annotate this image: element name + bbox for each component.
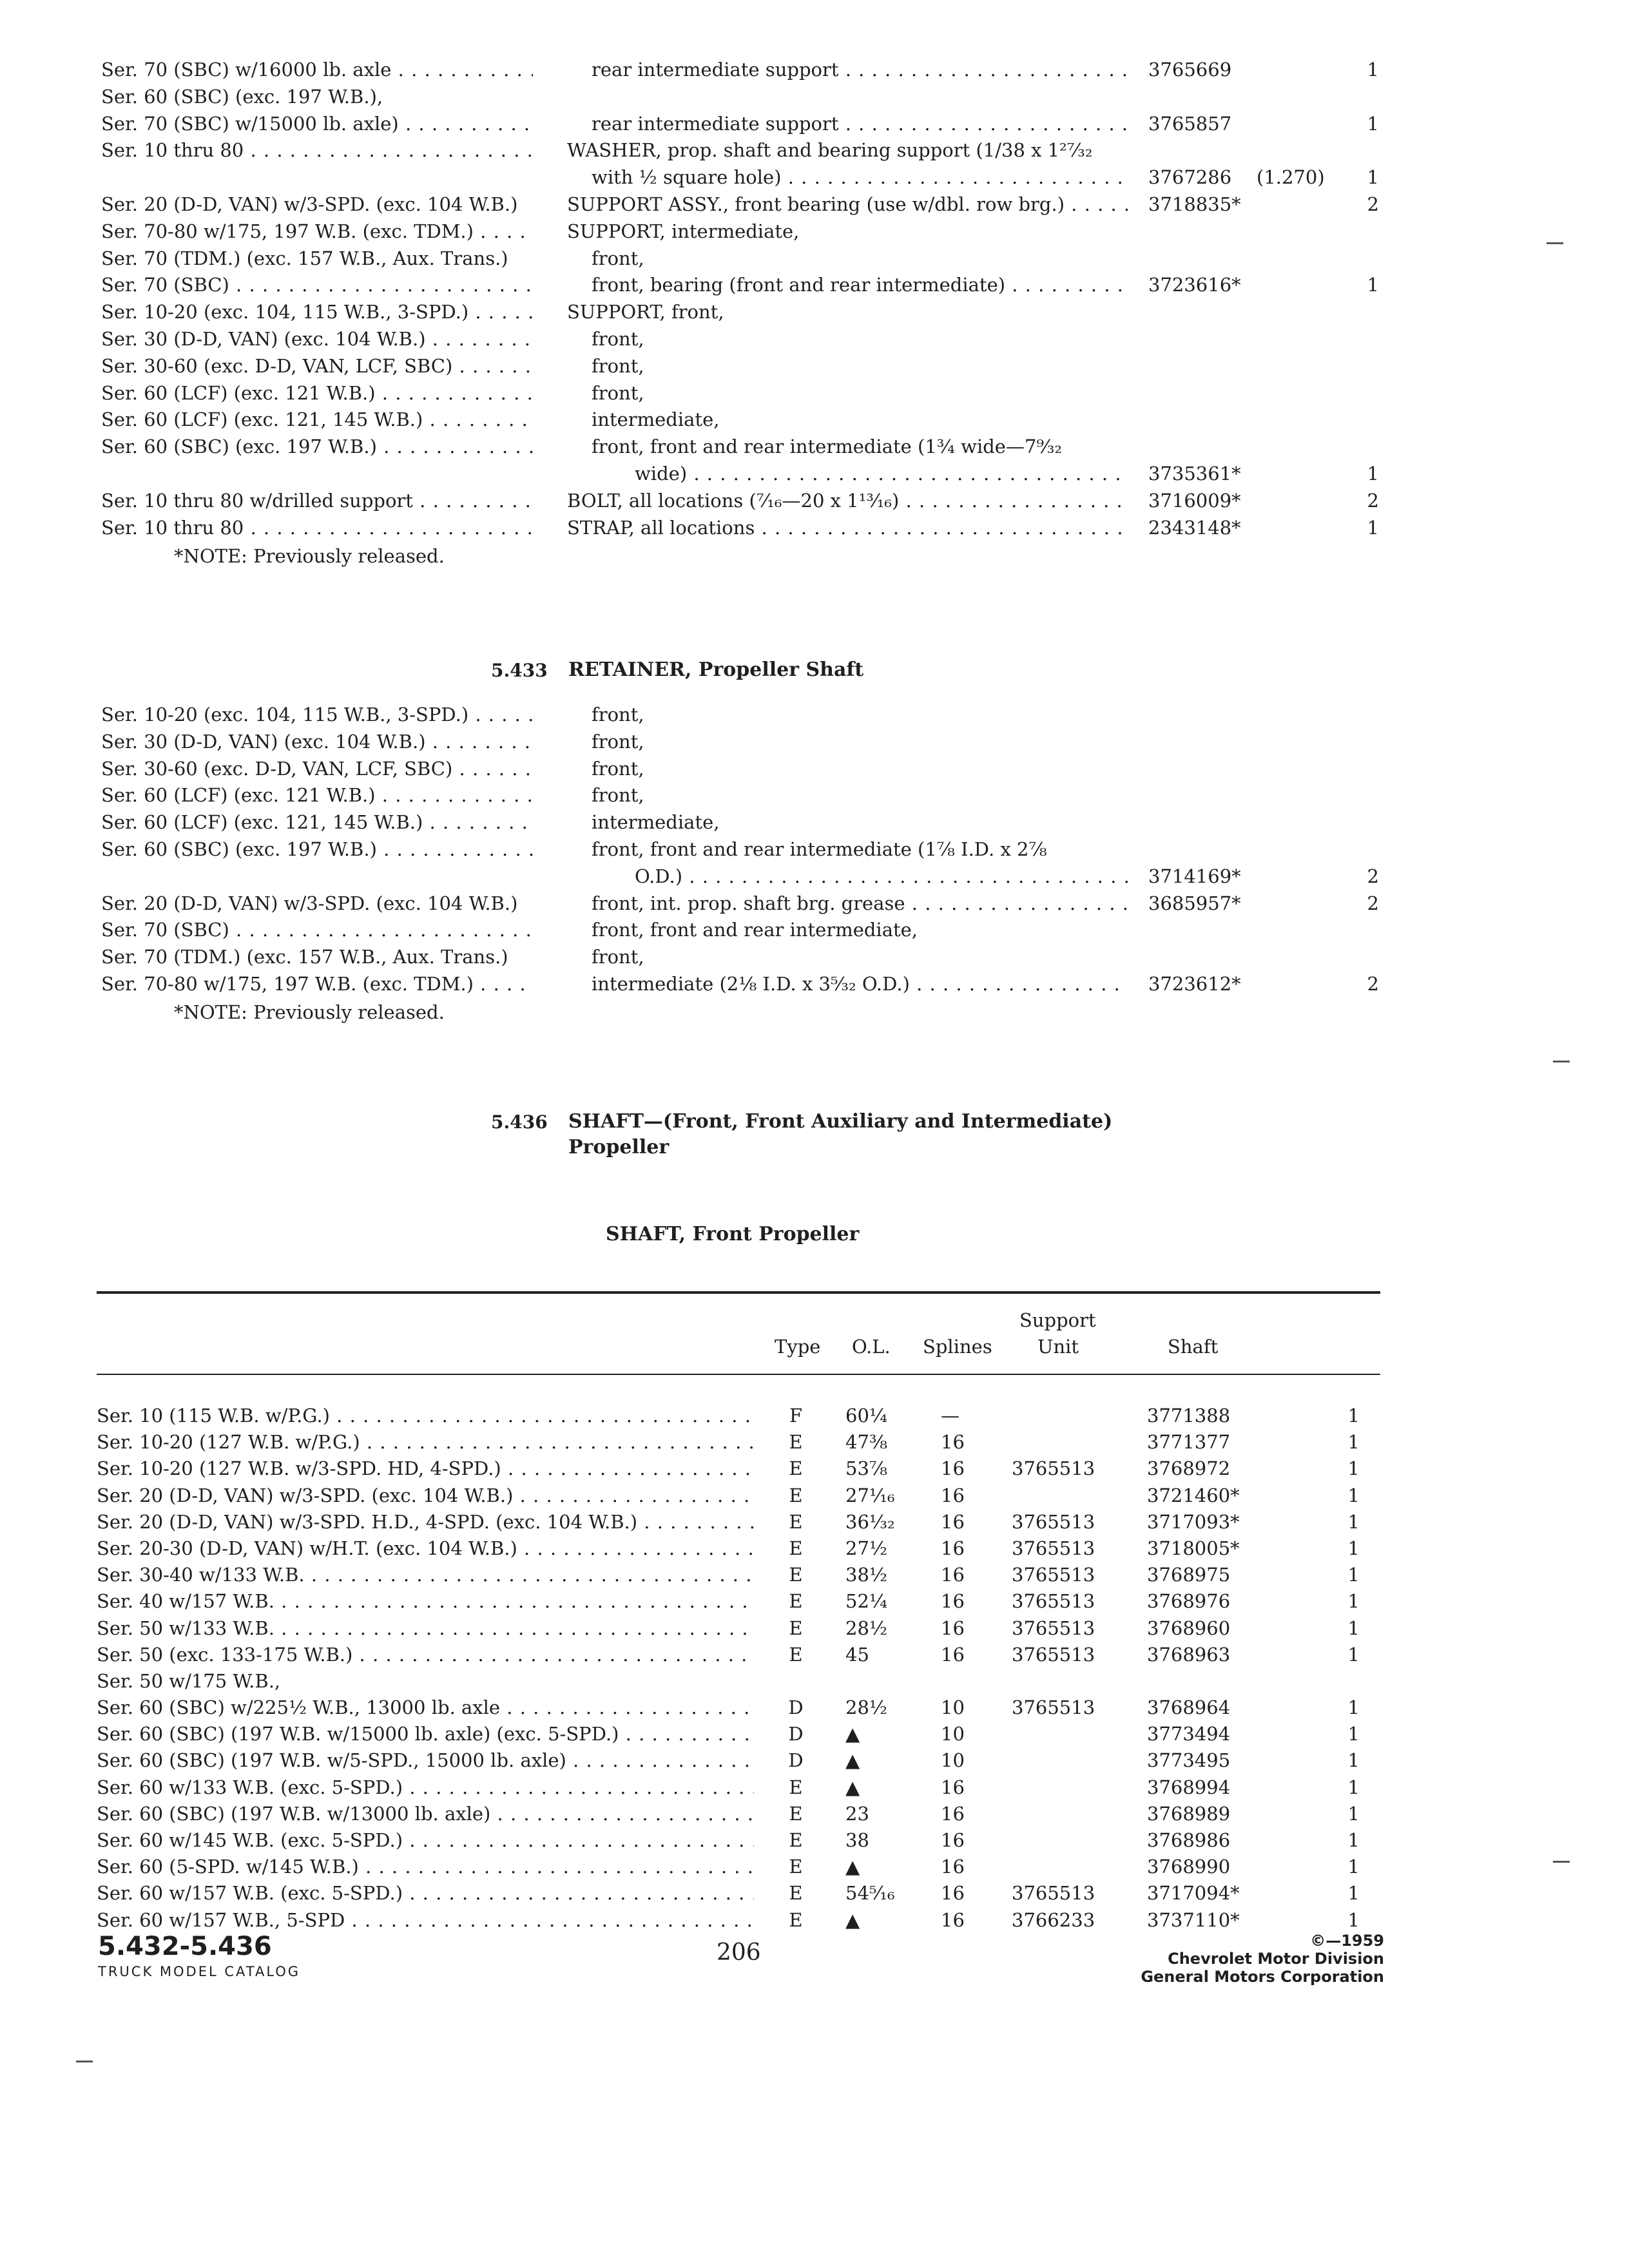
row-part-number: 3714169* <box>1148 865 1241 887</box>
cell-application: Ser. 60 (SBC) (197 W.B. w/13000 lb. axle) . . . <box>97 1801 754 1827</box>
row-part-number: 3767286 <box>1148 166 1232 189</box>
list-row <box>0 164 1629 191</box>
row-part-number: 3716009* <box>1148 489 1241 512</box>
row-description: front, <box>592 730 644 753</box>
row-application: Ser. 10 thru 80 w/drilled support . . . <box>101 488 533 515</box>
cell-overall-length: ▲ <box>845 1908 860 1931</box>
list-row <box>0 84 1629 111</box>
section-1-note: *NOTE: Previously released. <box>174 545 445 567</box>
cell-overall-length: 28½ <box>845 1696 888 1719</box>
row-description: SUPPORT ASSY., front bearing (use w/dbl. row brg.) . . . <box>567 191 1128 218</box>
row-description: wide) . . . <box>635 461 1128 488</box>
cell-type: E <box>789 1617 803 1639</box>
shaft-table-body <box>0 1403 1629 1934</box>
header-splines: Splines <box>923 1336 992 1358</box>
row-description: front, front and rear intermediate, <box>592 919 918 941</box>
cell-application: Ser. 20 (D-D, VAN) w/3-SPD. (exc. 104 W.B.) . . . <box>97 1483 754 1509</box>
row-description: with ½ square hole) . . . <box>592 164 1128 191</box>
page-number: 206 <box>717 1939 761 1966</box>
cell-type: E <box>789 1776 803 1798</box>
row-application: Ser. 70 (SBC) . . . <box>101 917 533 944</box>
cell-overall-length: 27¹⁄₁₆ <box>845 1484 895 1506</box>
table-row <box>0 1747 1629 1774</box>
cell-type: F <box>789 1405 803 1427</box>
cell-splines: 16 <box>941 1776 965 1798</box>
cell-splines: 16 <box>941 1802 965 1825</box>
row-application: Ser. 60 (LCF) (exc. 121, 145 W.B.) . . . <box>101 809 533 836</box>
row-application: Ser. 60 (LCF) (exc. 121 W.B.) . . . <box>101 782 533 809</box>
cell-quantity: 1 <box>1347 1856 1360 1878</box>
cell-application: Ser. 30-40 w/133 W.B. . . . <box>97 1562 754 1588</box>
table-row <box>0 1880 1629 1907</box>
row-description: intermediate, <box>592 408 720 431</box>
list-row <box>0 272 1629 299</box>
cell-support-unit: 3766233 <box>1012 1908 1095 1931</box>
cell-quantity: 1 <box>1347 1802 1360 1825</box>
cell-overall-length: 36¹⁄₃₂ <box>845 1510 895 1533</box>
cell-splines: 16 <box>941 1856 965 1878</box>
row-description: rear intermediate support . . . <box>592 111 1128 138</box>
cell-quantity: 1 <box>1347 1510 1360 1533</box>
row-application: Ser. 70 (TDM.) (exc. 157 W.B., Aux. Trans.) <box>101 247 508 269</box>
cell-quantity: 1 <box>1347 1484 1360 1506</box>
cell-type: E <box>789 1856 803 1878</box>
cell-shaft-number: 3768986 <box>1147 1829 1231 1851</box>
header-support-line-1: Support <box>1019 1309 1096 1331</box>
list-row <box>0 729 1629 756</box>
row-application: Ser. 60 (LCF) (exc. 121, 145 W.B.) . . . <box>101 407 533 434</box>
row-quantity: 1 <box>1367 59 1379 81</box>
list-row <box>0 890 1629 918</box>
table-row <box>0 1483 1629 1509</box>
margin-mark <box>1547 242 1563 244</box>
margin-mark <box>1553 1061 1570 1062</box>
row-description: intermediate, <box>592 811 720 834</box>
cell-shaft-number: 3768994 <box>1147 1776 1231 1798</box>
row-application: Ser. 20 (D-D, VAN) w/3-SPD. (exc. 104 W.B.) <box>101 892 518 914</box>
list-row <box>0 434 1629 461</box>
cell-splines: 16 <box>941 1829 965 1851</box>
cell-support-unit: 3765513 <box>1012 1510 1095 1533</box>
cell-application: Ser. 60 (5-SPD. w/145 W.B.) . . . <box>97 1854 754 1880</box>
row-description: front, <box>592 354 644 377</box>
cell-application: Ser. 60 (SBC) (197 W.B. w/5-SPD., 15000 lb. axle) . . . <box>97 1747 754 1774</box>
cell-quantity: 1 <box>1347 1590 1360 1613</box>
header-support-line-2: Unit <box>1037 1336 1079 1358</box>
row-application: Ser. 30 (D-D, VAN) (exc. 104 W.B.) . . . <box>101 326 533 353</box>
list-row <box>0 971 1629 998</box>
row-part-number: 2343148* <box>1148 516 1241 539</box>
footer-division: Chevrolet Motor Division <box>1168 1950 1384 1968</box>
cell-shaft-number: 3768990 <box>1147 1856 1231 1878</box>
cell-overall-length: ▲ <box>845 1749 860 1772</box>
table-row <box>0 1642 1629 1668</box>
cell-splines: 10 <box>941 1696 965 1719</box>
cell-splines: 16 <box>941 1643 965 1666</box>
row-application: Ser. 10-20 (exc. 104, 115 W.B., 3-SPD.) . . . <box>101 299 533 326</box>
cell-overall-length: ▲ <box>845 1723 860 1745</box>
cell-splines: 16 <box>941 1908 965 1931</box>
table-row <box>0 1827 1629 1854</box>
cell-shaft-number: 3771388 <box>1147 1405 1231 1427</box>
cell-overall-length: 38½ <box>845 1564 888 1586</box>
row-description: rear intermediate support . . . <box>592 57 1128 84</box>
cell-shaft-number: 3768963 <box>1147 1643 1231 1666</box>
cell-type: E <box>789 1908 803 1931</box>
table-row <box>0 1509 1629 1535</box>
section-retainer-listing <box>0 702 1629 998</box>
cell-quantity: 1 <box>1347 1405 1360 1427</box>
cell-application: Ser. 50 w/133 W.B. . . . <box>97 1615 754 1642</box>
cell-application: Ser. 60 w/133 W.B. (exc. 5-SPD.) . . . <box>97 1774 754 1801</box>
cell-support-unit: 3765513 <box>1012 1617 1095 1639</box>
cell-type: E <box>789 1829 803 1851</box>
cell-splines: 16 <box>941 1431 965 1454</box>
cell-shaft-number: 3768960 <box>1147 1617 1231 1639</box>
cell-shaft-number: 3768975 <box>1147 1564 1231 1586</box>
section-3-title-line-2: Propeller <box>568 1136 670 1158</box>
row-application: Ser. 70 (SBC) w/16000 lb. axle . . . <box>101 57 533 84</box>
row-quantity: 1 <box>1367 112 1379 135</box>
cell-quantity: 1 <box>1347 1696 1360 1719</box>
cell-shaft-number: 3768964 <box>1147 1696 1231 1719</box>
cell-application: Ser. 60 w/157 W.B. (exc. 5-SPD.) . . . <box>97 1880 754 1907</box>
cell-quantity: 1 <box>1347 1617 1360 1639</box>
cell-type: E <box>789 1510 803 1533</box>
list-row <box>0 488 1629 515</box>
cell-application: Ser. 60 (SBC) w/225½ W.B., 13000 lb. axle . . . <box>97 1695 754 1721</box>
cell-overall-length: 47⅜ <box>845 1431 888 1454</box>
row-description: BOLT, all locations (⁷⁄₁₆—20 x 1¹³⁄₁₆) . . . <box>567 488 1128 515</box>
cell-shaft-number: 3768989 <box>1147 1802 1231 1825</box>
cell-type: E <box>789 1537 803 1559</box>
cell-application: Ser. 50 (exc. 133-175 W.B.) . . . <box>97 1642 754 1668</box>
cell-quantity: 1 <box>1347 1749 1360 1772</box>
section-3-title-line-1: SHAFT—(Front, Front Auxiliary and Intermediate) <box>568 1110 1113 1133</box>
row-application: Ser. 70-80 w/175, 197 W.B. (exc. TDM.) . . . <box>101 971 533 998</box>
row-application: Ser. 70 (SBC) . . . <box>101 272 533 299</box>
footer-publisher <box>1141 1932 1384 1986</box>
cell-quantity: 1 <box>1347 1537 1360 1559</box>
table-row <box>0 1801 1629 1827</box>
row-application: Ser. 30-60 (exc. D-D, VAN, LCF, SBC) . . . <box>101 353 533 380</box>
row-part-number: 3735361* <box>1148 462 1241 485</box>
cell-splines: 10 <box>941 1723 965 1745</box>
list-row <box>0 299 1629 326</box>
table-row <box>0 1774 1629 1801</box>
list-row <box>0 515 1629 542</box>
cell-application: Ser. 10-20 (127 W.B. w/P.G.) . . . <box>97 1429 754 1456</box>
row-quantity: 2 <box>1367 972 1379 995</box>
cell-overall-length: 38 <box>845 1829 869 1851</box>
cell-splines: 16 <box>941 1537 965 1559</box>
cell-shaft-number: 3717093* <box>1147 1510 1240 1533</box>
row-description: front, <box>592 381 644 404</box>
cell-shaft-number: 3773494 <box>1147 1723 1231 1745</box>
row-description: front, <box>592 757 644 780</box>
row-quantity: 2 <box>1367 892 1379 914</box>
cell-type: E <box>789 1643 803 1666</box>
table-row <box>0 1668 1629 1695</box>
cell-splines: 16 <box>941 1564 965 1586</box>
table-row <box>0 1721 1629 1747</box>
cell-application: Ser. 50 w/175 W.B., <box>97 1669 281 1692</box>
cell-application: Ser. 60 (SBC) (197 W.B. w/15000 lb. axle) (exc. 5-SPD.) . . . <box>97 1721 754 1747</box>
row-quantity: 1 <box>1367 462 1379 485</box>
margin-mark <box>1553 1861 1570 1863</box>
list-row <box>0 380 1629 407</box>
cell-quantity: 1 <box>1347 1643 1360 1666</box>
row-description: front, bearing (front and rear intermediate) . . . <box>592 272 1128 299</box>
cell-overall-length: 52¼ <box>845 1590 888 1613</box>
row-quantity: 1 <box>1367 166 1379 189</box>
cell-overall-length: ▲ <box>845 1776 860 1798</box>
list-row <box>0 57 1629 84</box>
cell-support-unit: 3765513 <box>1012 1882 1095 1905</box>
row-quantity: 1 <box>1367 274 1379 296</box>
row-dimension: (1.270) <box>1257 166 1325 189</box>
cell-type: D <box>788 1696 804 1719</box>
cell-support-unit: 3765513 <box>1012 1537 1095 1559</box>
row-part-number: 3718835* <box>1148 193 1241 215</box>
row-application: Ser. 30-60 (exc. D-D, VAN, LCF, SBC) . . . <box>101 756 533 783</box>
cell-type: E <box>789 1431 803 1454</box>
row-part-number: 3765857 <box>1148 112 1232 135</box>
cell-application: Ser. 10-20 (127 W.B. w/3-SPD. HD, 4-SPD.) . . . <box>97 1456 754 1482</box>
cell-splines: 16 <box>941 1510 965 1533</box>
cell-quantity: 1 <box>1347 1908 1360 1931</box>
row-description: front, front and rear intermediate (1⅞ I.D. x 2⅞ <box>592 838 1047 860</box>
table-row <box>0 1588 1629 1615</box>
table-header-rule <box>97 1374 1380 1375</box>
cell-splines: — <box>941 1405 959 1427</box>
cell-type: D <box>788 1723 804 1745</box>
row-description: STRAP, all locations . . . <box>567 515 1128 542</box>
section-2-note: *NOTE: Previously released. <box>174 1001 445 1023</box>
cell-shaft-number: 3773495 <box>1147 1749 1231 1772</box>
header-ol: O.L. <box>852 1336 891 1358</box>
table-subtitle: SHAFT, Front Propeller <box>606 1223 860 1245</box>
footer-copyright: ©—1959 <box>1310 1932 1384 1950</box>
row-description: SUPPORT, intermediate, <box>567 220 800 242</box>
table-row <box>0 1535 1629 1562</box>
cell-overall-length: 28½ <box>845 1617 888 1639</box>
row-part-number: 3765669 <box>1148 59 1232 81</box>
cell-overall-length: 27½ <box>845 1537 888 1559</box>
row-description: O.D.) . . . <box>635 863 1128 890</box>
cell-type: E <box>789 1564 803 1586</box>
list-row <box>0 809 1629 836</box>
row-quantity: 2 <box>1367 489 1379 512</box>
list-row <box>0 863 1629 890</box>
cell-application: Ser. 20 (D-D, VAN) w/3-SPD. H.D., 4-SPD. (exc. 104 W.B.) . . . <box>97 1509 754 1535</box>
cell-shaft-number: 3717094* <box>1147 1882 1240 1905</box>
row-description: front, int. prop. shaft brg. grease . . . <box>592 890 1128 918</box>
header-type: Type <box>775 1336 821 1358</box>
table-row <box>0 1615 1629 1642</box>
row-quantity: 2 <box>1367 865 1379 887</box>
cell-overall-length: 45 <box>845 1643 869 1666</box>
table-row <box>0 1907 1629 1934</box>
cell-shaft-number: 3718005* <box>1147 1537 1240 1559</box>
row-description: front, <box>592 704 644 726</box>
row-application: Ser. 20 (D-D, VAN) w/3-SPD. (exc. 104 W.B.) <box>101 193 518 215</box>
row-application: Ser. 70 (TDM.) (exc. 157 W.B., Aux. Trans.) <box>101 946 508 968</box>
table-row <box>0 1854 1629 1880</box>
cell-application: Ser. 40 w/157 W.B. . . . <box>97 1588 754 1615</box>
list-row <box>0 702 1629 729</box>
cell-support-unit: 3765513 <box>1012 1564 1095 1586</box>
cell-quantity: 1 <box>1347 1776 1360 1798</box>
row-application: Ser. 60 (SBC) (exc. 197 W.B.) . . . <box>101 836 533 863</box>
cell-splines: 10 <box>941 1749 965 1772</box>
row-description: intermediate (2⅛ I.D. x 3⁵⁄₃₂ O.D.) . . . <box>592 971 1128 998</box>
cell-support-unit: 3765513 <box>1012 1590 1095 1613</box>
cell-type: E <box>789 1484 803 1506</box>
table-row <box>0 1562 1629 1588</box>
list-row <box>0 944 1629 971</box>
row-description: front, <box>592 327 644 350</box>
cell-support-unit: 3765513 <box>1012 1696 1095 1719</box>
row-description: front, front and rear intermediate (1¾ wide—7⁹⁄₃₂ <box>592 436 1063 458</box>
cell-splines: 16 <box>941 1882 965 1905</box>
list-row <box>0 245 1629 273</box>
row-application: Ser. 30 (D-D, VAN) (exc. 104 W.B.) . . . <box>101 729 533 756</box>
cell-application: Ser. 10 (115 W.B. w/P.G.) . . . <box>97 1403 754 1429</box>
cell-type: D <box>788 1749 804 1772</box>
list-row <box>0 191 1629 218</box>
section-support-listing <box>0 57 1629 541</box>
cell-quantity: 1 <box>1347 1431 1360 1454</box>
table-row <box>0 1695 1629 1721</box>
footer-catalog-name: TRUCK MODEL CATALOG <box>98 1964 301 1979</box>
footer-left <box>98 1932 300 1979</box>
list-row <box>0 111 1629 138</box>
cell-shaft-number: 3771377 <box>1147 1431 1231 1454</box>
cell-quantity: 1 <box>1347 1829 1360 1851</box>
row-application: Ser. 70-80 w/175, 197 W.B. (exc. TDM.) . . . <box>101 218 533 245</box>
cell-overall-length: ▲ <box>845 1856 860 1878</box>
cell-application: Ser. 60 w/157 W.B., 5-SPD . . . <box>97 1907 754 1934</box>
list-row <box>0 137 1629 164</box>
cell-splines: 16 <box>941 1617 965 1639</box>
cell-support-unit: 3765513 <box>1012 1457 1095 1480</box>
footer-section-code: 5.432-5.436 <box>98 1932 272 1961</box>
list-row <box>0 756 1629 783</box>
row-description: front, <box>592 784 644 807</box>
table-row <box>0 1429 1629 1456</box>
list-row <box>0 782 1629 809</box>
cell-quantity: 1 <box>1347 1723 1360 1745</box>
list-row <box>0 218 1629 245</box>
cell-overall-length: 54⁵⁄₁₆ <box>845 1882 895 1905</box>
section-2-title: RETAINER, Propeller Shaft <box>568 658 864 681</box>
cell-shaft-number: 3768976 <box>1147 1590 1231 1613</box>
table-top-rule <box>97 1291 1380 1294</box>
cell-overall-length: 23 <box>845 1802 869 1825</box>
table-row <box>0 1403 1629 1429</box>
row-quantity: 2 <box>1367 193 1379 215</box>
row-application: Ser. 70 (SBC) w/15000 lb. axle) . . . <box>101 111 533 138</box>
header-shaft: Shaft <box>1168 1336 1219 1358</box>
cell-application: Ser. 60 w/145 W.B. (exc. 5-SPD.) . . . <box>97 1827 754 1854</box>
cell-type: E <box>789 1590 803 1613</box>
row-application: Ser. 60 (SBC) (exc. 197 W.B.), <box>101 85 383 108</box>
list-row <box>0 353 1629 380</box>
cell-quantity: 1 <box>1347 1882 1360 1905</box>
cell-application: Ser. 20-30 (D-D, VAN) w/H.T. (exc. 104 W.B.) . . . <box>97 1535 754 1562</box>
row-application: Ser. 10-20 (exc. 104, 115 W.B., 3-SPD.) . . . <box>101 702 533 729</box>
cell-shaft-number: 3768972 <box>1147 1457 1231 1480</box>
cell-support-unit: 3765513 <box>1012 1643 1095 1666</box>
cell-quantity: 1 <box>1347 1457 1360 1480</box>
row-description: front, <box>592 946 644 968</box>
row-application: Ser. 60 (SBC) (exc. 197 W.B.) . . . <box>101 434 533 461</box>
cell-overall-length: 60¼ <box>845 1405 888 1427</box>
section-2-number: 5.433 <box>491 660 548 681</box>
list-row <box>0 836 1629 863</box>
list-row <box>0 407 1629 434</box>
row-application: Ser. 10 thru 80 . . . <box>101 137 533 164</box>
cell-splines: 16 <box>941 1484 965 1506</box>
cell-shaft-number: 3737110* <box>1147 1908 1240 1931</box>
row-part-number: 3723616* <box>1148 274 1241 296</box>
section-3-number: 5.436 <box>491 1111 548 1133</box>
list-row <box>0 917 1629 944</box>
row-description: WASHER, prop. shaft and bearing support (1/38 x 1²⁷⁄₃₂ <box>567 139 1093 162</box>
cell-shaft-number: 3721460* <box>1147 1484 1240 1506</box>
cell-type: E <box>789 1802 803 1825</box>
row-quantity: 1 <box>1367 516 1379 539</box>
row-application: Ser. 10 thru 80 . . . <box>101 515 533 542</box>
row-part-number: 3685957* <box>1148 892 1241 914</box>
cell-type: E <box>789 1882 803 1905</box>
footer-corporation: General Motors Corporation <box>1141 1968 1384 1986</box>
cell-overall-length: 53⅞ <box>845 1457 888 1480</box>
cell-quantity: 1 <box>1347 1564 1360 1586</box>
cell-splines: 16 <box>941 1590 965 1613</box>
list-row <box>0 326 1629 353</box>
row-application: Ser. 60 (LCF) (exc. 121 W.B.) . . . <box>101 380 533 407</box>
list-row <box>0 461 1629 488</box>
margin-mark <box>76 2061 93 2062</box>
row-description: front, <box>592 247 644 269</box>
row-part-number: 3723612* <box>1148 972 1241 995</box>
cell-type: E <box>789 1457 803 1480</box>
cell-splines: 16 <box>941 1457 965 1480</box>
table-row <box>0 1456 1629 1482</box>
row-description: SUPPORT, front, <box>567 301 724 323</box>
